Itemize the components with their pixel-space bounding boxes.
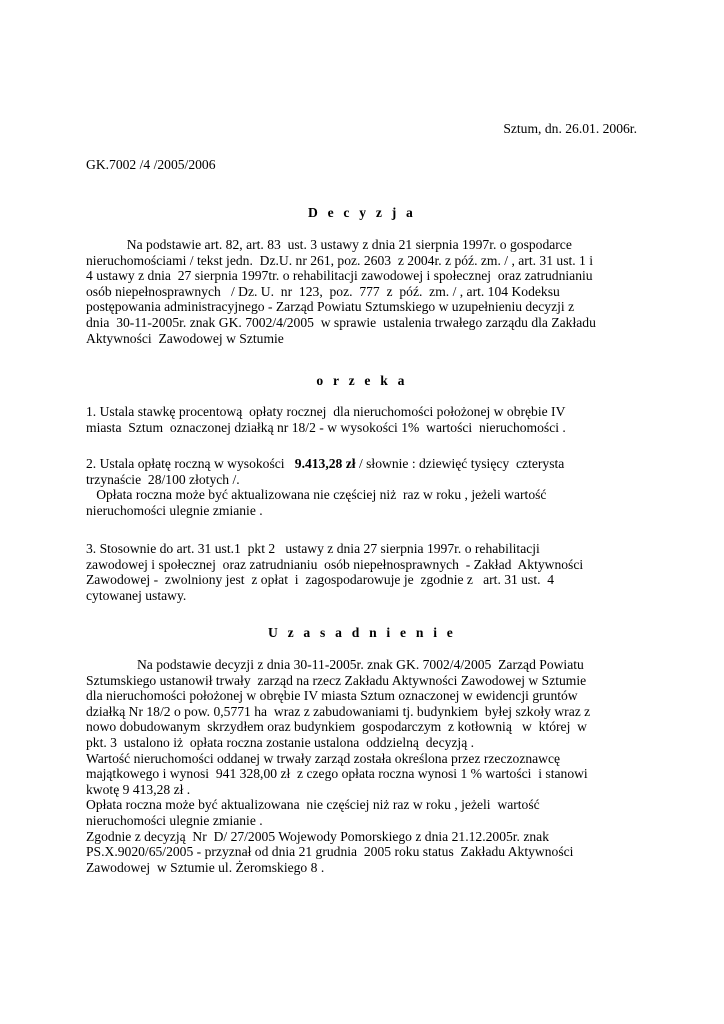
document-date: Sztum, dn. 26.01. 2006r.	[503, 121, 637, 136]
fee-amount: 9.413,28 zł	[294, 456, 356, 471]
justification-line: majątkowego i wynosi 941 328,00 zł z czego opłata roczna wynosi 1 % wartości i stanowi	[86, 766, 588, 782]
intro-paragraph	[86, 237, 646, 346]
point-1-line: 1. Ustala stawkę procentową opłaty rocznej dla nieruchomości położonej w obrębie IV	[86, 404, 566, 419]
intro-line: nieruchomościami / tekst jedn. Dz.U. nr 261, poz. 2603 z 2004r. z póź. zm. / , art. 31 ust. 1 i	[86, 252, 594, 268]
intro-line: 4 ustawy z dnia 27 sierpnia 1997tr. o rehabilitacji zawodowej i społecznej oraz zatrudnianiu	[86, 268, 593, 284]
point-3-line: Zawodowej - zwolniony jest z opłat i zagospodarowuje je zgodnie z art. 31 ust. 4	[86, 572, 555, 588]
justification-line: nowo dobudowanym skrzydłem oraz budynkiem gospodarczym z kotłownią w której w	[86, 719, 587, 735]
justification-line: PS.X.9020/65/2005 - przyznał od dnia 21 grudnia 2005 roku status Zakładu Aktywności	[86, 844, 574, 860]
intro-line: postępowania administracyjnego - Zarząd Powiatu Sztumskiego w uzupełnieniu decyzji z	[86, 299, 575, 315]
point-2-text-post: / słownie : dziewięć tysięcy czterysta	[355, 456, 565, 471]
point-2-first-line	[86, 456, 646, 472]
point-1	[86, 404, 646, 435]
justification-line: Na podstawie decyzji z dnia 30-11-2005r. znak GK. 7002/4/2005 Zarząd Powiatu	[86, 657, 584, 672]
point-3-line: cytowanej ustawy.	[86, 587, 187, 603]
justification-line: nieruchomości ulegnie zmianie .	[86, 812, 263, 828]
reference-number: GK.7002 /4 /2005/2006	[86, 157, 216, 172]
intro-line: dnia 30-11-2005r. znak GK. 7002/4/2005 w sprawie ustalenia trwałego zarządu dla Zakładu	[86, 314, 596, 330]
point-2-line: nieruchomości ulegnie zmianie .	[86, 502, 263, 518]
point-3	[86, 541, 646, 603]
point-3-line: zawodowej i społecznej oraz zatrudnianiu osób niepełnosprawnych - Zakład Aktywności	[86, 556, 584, 572]
point-3-line: 3. Stosownie do art. 31 ust.1 pkt 2 ustawy z dnia 27 sierpnia 1997r. o rehabilitacji	[86, 541, 540, 556]
decision-title: D e c y z j a	[307, 205, 417, 220]
point-1-line: miasta Sztum oznaczonej działką nr 18/2 - w wysokości 1% wartości nieruchomości .	[86, 419, 566, 435]
justification-line: pkt. 3 ustalono iż opłata roczna zostanie ustalona oddzielną decyzją .	[86, 734, 475, 750]
justification-line: Opłata roczna może być aktualizowana nie częściej niż raz w roku , jeżeli wartość	[86, 797, 540, 813]
point-2-line: Opłata roczna może być aktualizowana nie częściej niż raz w roku , jeżeli wartość	[86, 487, 547, 503]
point-2-line: trzynaście 28/100 złotych /.	[86, 471, 240, 487]
intro-line: Na podstawie art. 82, art. 83 ust. 3 ustawy z dnia 21 sierpnia 1997r. o gospodarce	[86, 237, 572, 252]
justification-line: dla nieruchomości położonej w obrębie IV miasta Sztum oznaczonej w ewidencji gruntów	[86, 688, 578, 704]
intro-line: osób niepełnosprawnych / Dz. U. nr 123, poz. 777 z póź. zm. / , art. 104 Kodeksu	[86, 283, 560, 299]
intro-line: Aktywności Zawodowej w Sztumie	[86, 330, 284, 346]
justification-line: Zawodowej w Sztumie ul. Żeromskiego 8 .	[86, 859, 325, 875]
orzeka-heading: o r z e k a	[316, 373, 408, 388]
justification-heading: U z a s a d n i e n i e	[267, 625, 457, 640]
justification-line: Wartość nieruchomości oddanej w trwały zarząd została określona przez rzeczoznawcę	[86, 750, 561, 766]
justification-line: kwotę 9 413,28 zł .	[86, 781, 191, 797]
point-2-text-pre: 2. Ustala opłatę roczną w wysokości	[86, 456, 295, 471]
point-2	[86, 456, 646, 518]
justification-line: działką Nr 18/2 o pow. 0,5771 ha wraz z zabudowaniami tj. budynkiem byłej szkoły wraz z	[86, 703, 591, 719]
justification-line: Zgodnie z decyzją Nr D/ 27/2005 Wojewody Pomorskiego z dnia 21.12.2005r. znak	[86, 828, 550, 844]
justification-paragraph	[86, 657, 646, 875]
justification-line: Sztumskiego ustanowił trwały zarząd na rzecz Zakładu Aktywności Zawodowej w Sztumie	[86, 672, 587, 688]
